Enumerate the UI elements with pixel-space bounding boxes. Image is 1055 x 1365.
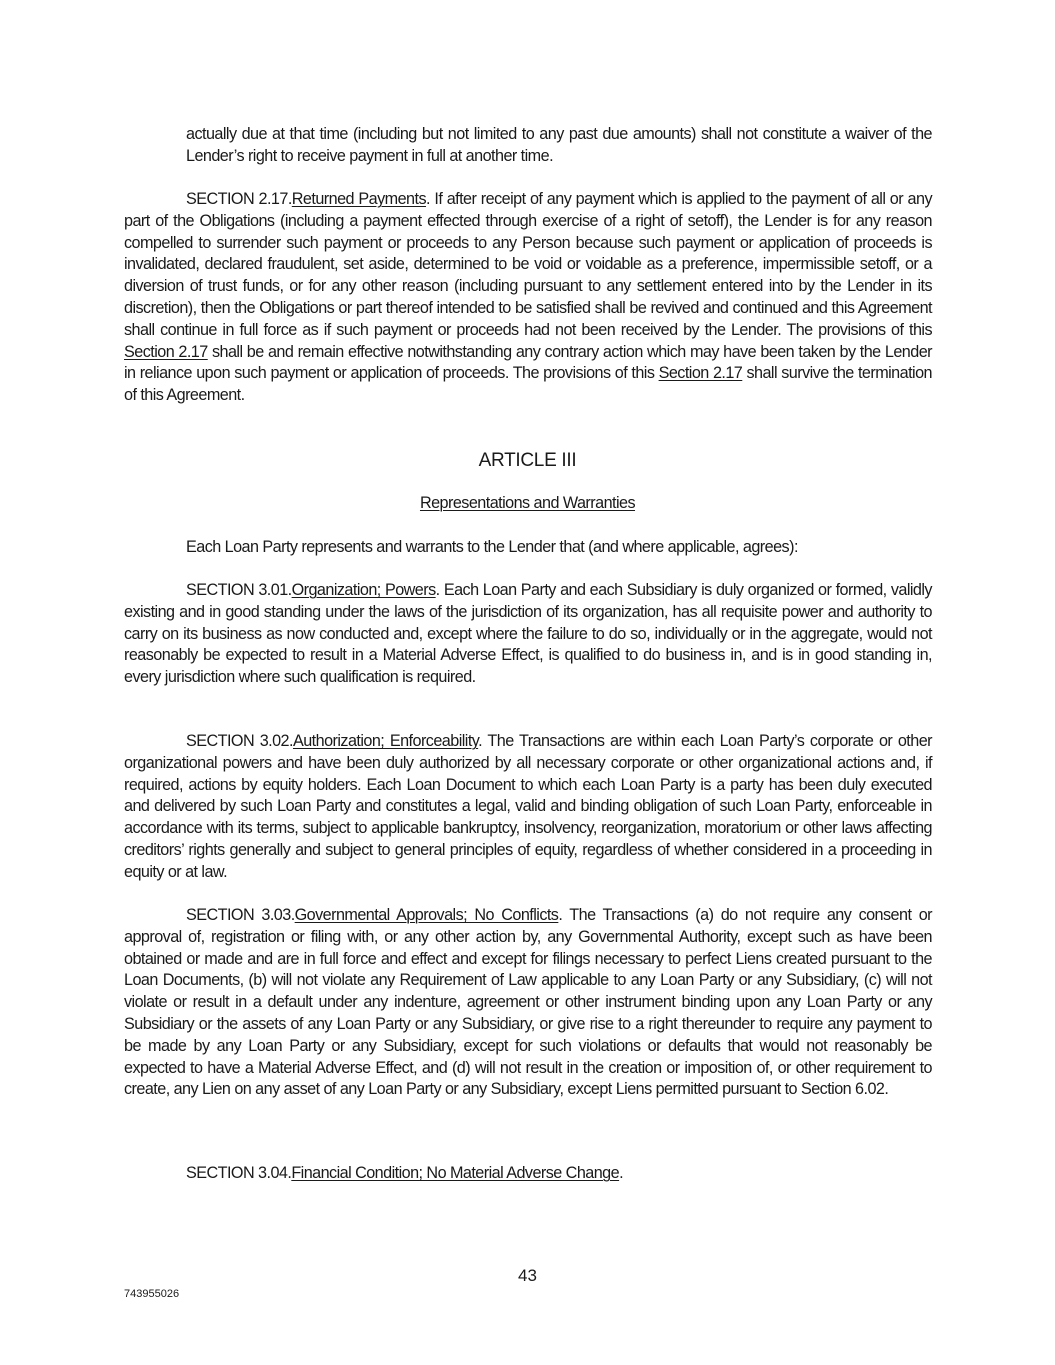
section-cross-reference: Section 2.17 — [658, 364, 743, 383]
section-title: Organization; Powers — [291, 581, 436, 599]
continuation-paragraph — [186, 124, 932, 168]
section-3-04 — [186, 1164, 623, 1183]
section-body: . Each Loan Party and each Subsidiary is duly organized or formed, validly existing and in good standing under the laws of the jurisdiction of its organization, has all requisite power and authority to carry on its business as now conducted and, except where the failure to do so, individually or in the aggregate, would not reasonably be expected to result in a Material Adverse Effect, is qualified to do business in, and is in good standing in, every jurisdiction where such qualification is required. — [124, 581, 932, 687]
section-title: Returned Payments — [291, 190, 426, 208]
document-id: 743955026 — [124, 1288, 180, 1300]
section-title: Authorization; Enforceability — [292, 732, 479, 750]
section-3-02 — [124, 731, 932, 884]
section-body: . The Transactions are within each Loan Party’s corporate or other organizational powers and have been duly authorized by all necessary corporate or other organizational actions and, if required, actions by equity holders. Each Loan Document to which each Loan Party is a party has been duly executed and delivered by such Loan Party and constitutes a legal, valid and binding obligation of such Loan Party, enforceable in accordance with its terms, subject to applicable bankruptcy, insolvency, reorganization, moratorium or other laws affecting creditors’ rights generally and subject to general principles of equity, regardless of whether considered in a proceeding in equity or at law. — [124, 732, 932, 881]
section-body: shall survive the termination of this Agreement. — [124, 364, 932, 405]
section-number: SECTION 3.02. — [186, 732, 293, 750]
page-number: 43 — [518, 1266, 537, 1285]
section-body: shall be and remain effective notwithstanding any contrary action which may have been taken by the Lender in reliance upon such payment or application of proceeds. The provisions of this — [124, 342, 932, 383]
section-title: Financial Condition; No Material Adverse Change — [291, 1164, 620, 1182]
section-number: SECTION 3.01. — [186, 581, 292, 599]
section-number: SECTION 3.03. — [186, 906, 295, 924]
section-2-17 — [124, 189, 932, 407]
article-lead-sentence: Each Loan Party represents and warrants to the Lender that (and where applicable, agrees): — [186, 538, 798, 556]
section-cross-reference: Section 2.17 — [124, 342, 208, 361]
article-subtitle-text: Representations and Warranties — [419, 494, 636, 512]
section-number: SECTION 3.04. — [186, 1164, 292, 1182]
section-title: Governmental Approvals; No Conflicts — [294, 906, 559, 924]
section-3-03 — [124, 905, 932, 1101]
continuation-text: actually due at that time (including but not limited to any past due amounts) shall not constitute a waiver of the Lender’s right to receive payment in full at another time. — [186, 125, 932, 165]
article-heading: ARTICLE III — [478, 450, 577, 471]
section-end-punctuation: . — [619, 1164, 624, 1182]
section-body: . If after receipt of any payment which is applied to the payment of all or any part of the Obligations (including a payment effected through exercise of a right of setoff), the Lender is for any reason compelled to surrender such payment or proceeds to any Person because such payment or application of proceeds is invalidated, declared fraudulent, set aside, determined to be void or voidable as a preference, impermissible setoff, or a diversion of trust funds, or for any other reason (including pursuant to any settlement entered into by the Lender in its discretion), then the Obligations or part thereof intended to be satisfied shall be revived and continued and this Agreement shall continue in full force as if such payment or proceeds had not been received by the Lender. The provisions of this — [124, 190, 932, 339]
section-body: . The Transactions (a) do not require any consent or approval of, registration or filing with, or any other action by, any Governmental Authority, except such as have been obtained or made and are in full force and effect and except for filings necessary to perfect Liens created pursuant to the Loan Documents, (b) will not violate any Requirement of Law applicable to any Loan Party or any Subsidiary, (c) will not violate or result in a default under any indenture, agreement or other instrument binding upon any Loan Party or any Subsidiary or the assets of any Loan Party or any Subsidiary, or give rise to a right thereunder to require any payment to be made by any Loan Party or any Subsidiary, except for such violations or defaults that would not reasonably be expected to have a Material Adverse Effect, and (d) will not result in the creation or imposition of, or other requirement to create, any Lien on any asset of any Loan Party or any Subsidiary, except Liens permitted pursuant to Section 6.02. — [124, 906, 932, 1099]
article-subtitle — [0, 494, 1055, 513]
section-3-01 — [124, 580, 932, 689]
section-number: SECTION 2.17. — [186, 190, 292, 208]
